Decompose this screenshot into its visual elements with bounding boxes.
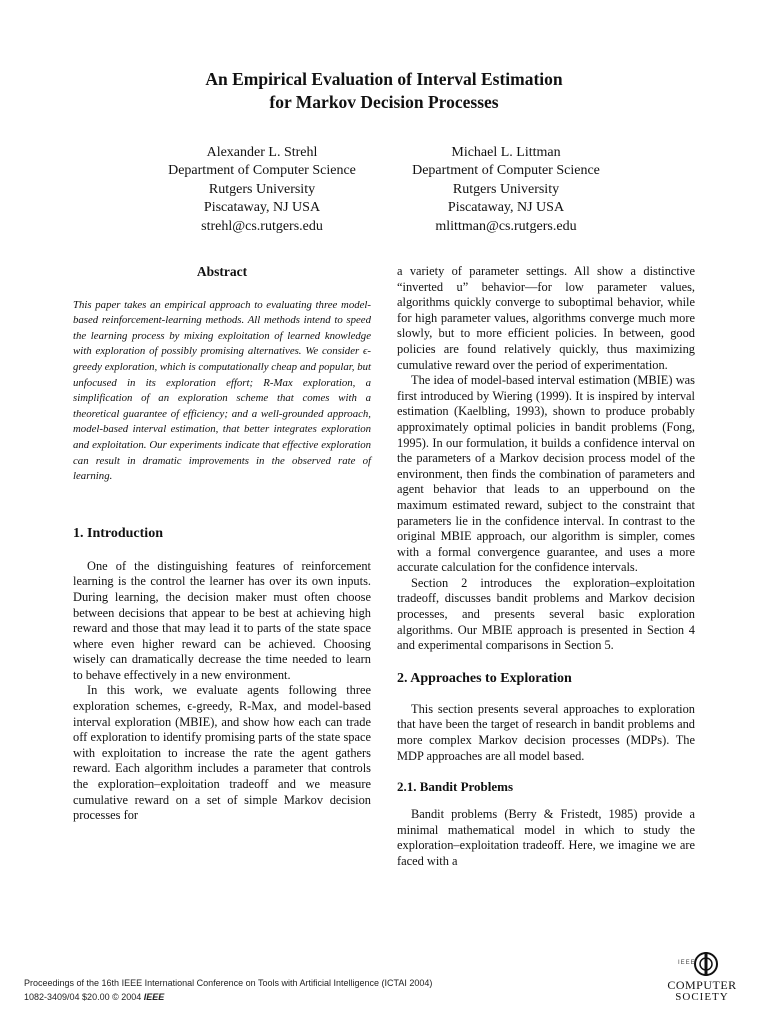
author-block-2 (381, 144, 631, 236)
author-name: Michael L. Littman (451, 145, 561, 160)
author-email: strehl@cs.rutgers.edu (201, 218, 323, 234)
footer-copyright-text: 1082-3409/04 $20.00 © 2004 (24, 992, 142, 1002)
computer-society-emblem-icon (660, 950, 744, 980)
logo-computer: COMPUTER (667, 978, 737, 992)
author-dept: Department of Computer Science (168, 163, 356, 179)
author-email: mlittman@cs.rutgers.edu (435, 218, 577, 234)
right-paragraph-1: a variety of parameter settings. All show a distinctive “inverted u” behavior—for low parameter values, algorithms quickly converge to suboptimal behavior, while for high parameter values, algorithms converge much more slowly, but to more efficient policies. In between, good policies are found relatively quickly, thus maximizing cumulative reward over the period of experimentation. (397, 264, 695, 372)
computer-society-logo (660, 950, 744, 1008)
footer-ieee: IEEE (143, 992, 165, 1002)
author-block-1 (137, 144, 387, 236)
bandit-paragraph: Bandit problems (Berry & Fristedt, 1985) provide a minimal mathematical model in which to study the exploration–exploitation tradeoff. Here, we imagine we are faced with a (397, 807, 695, 868)
approaches-heading: 2. Approaches to Exploration (397, 670, 572, 686)
paper-title (0, 68, 768, 114)
approaches-paragraph: This section presents several approaches to exploration that have been the target of research in bandit problems and more complex Markov decision processes (MDPs). The MDP approaches are all model based. (397, 701, 695, 763)
logo-society: SOCIETY (675, 991, 729, 1003)
intro-paragraph-2: In this work, we evaluate agents following three exploration schemes, ϵ-greedy, R-Max, and model-based interval exploration (MBIE), and show how each can trade off exploration to identify promising parts of the state space with exploitation to increase the rate the agent gathers reward. Each algorithm includes a parameter that controls the exploration–exploitation tradeoff and we measure cumulative reward on a set of simple Markov decision processes for (73, 683, 371, 823)
right-paragraph-2: The idea of model-based interval estimation (MBIE) was first introduced by Wiering (1999). It is inspired by interval estimation (Kaelbling, 1993), shown to produce probably approximately optimal policies in bandit problems (Fong, 1995). In our formulation, it builds a confidence interval on the parameters of a Markov decision process model of the environment, then finds the combination of parameters and agent behavior that leads to an upperbound on the maximum estimated reward, subject to the constraint that parameters lie in the confidence interval. In contrast to the original MBIE approach, our algorithm is simpler, comes with a formal convergence guarantee, and uses a more accurate calculation for the confidence intervals. (397, 373, 695, 575)
right-column (397, 264, 695, 870)
abstract-text: This paper takes an empirical approach to evaluating three model-based reinforcement-learning methods. All methods intend to speed the learning process by mixing exploitation of learned knowledge with exploration of possibly promising alternatives. We consider ϵ-greedy exploration, which is computationally cheap and popular, but unfocused in its exploration effort; R-Max exploration, a simplification of an exploration scheme that comes with a theoretical guarantee of efficiency; and a well-grounded approach, model-based interval estimation, that better integrates exploration and exploitation. Our experiments indicate that effective exploration can result in dramatic improvements in the observed rate of learning. (73, 298, 371, 483)
intro-paragraph-1: One of the distinguishing features of reinforcement learning is the control the learner has over its own inputs. During learning, the decision maker must often choose between decisions that appear to be best at achieving high reward and those that may lead it to parts of the state space where even higher reward can be achieved. Choosing wisely can dramatically decrease the time needed to learn to behave effectively in a new environment. (73, 558, 371, 682)
footer (24, 976, 432, 1004)
author-univ: Rutgers University (452, 181, 560, 197)
abstract-heading: Abstract (196, 264, 248, 279)
introduction-heading: 1. Introduction (73, 525, 163, 541)
right-paragraph-3: Section 2 introduces the exploration–exploitation tradeoff, discusses bandit problems and Markov decision processes, and presents several basic exploration algorithms. Our MBIE approach is presented in Section 4 and experimental comparisons in Section 5. (397, 575, 695, 653)
author-name: Alexander L. Strehl (206, 145, 318, 160)
logo-ieee-label: IEEE (678, 960, 696, 966)
title-line-1: An Empirical Evaluation of Interval Estimation (205, 69, 563, 89)
title-line-2: for Markov Decision Processes (269, 92, 499, 112)
footer-copyright (24, 990, 432, 1004)
author-location: Piscataway, NJ USA (447, 200, 565, 216)
bandit-heading: 2.1. Bandit Problems (397, 779, 514, 795)
author-location: Piscataway, NJ USA (203, 200, 321, 216)
author-univ: Rutgers University (208, 181, 316, 197)
author-dept: Department of Computer Science (412, 163, 600, 179)
footer-proceedings: Proceedings of the 16th IEEE International Conference on Tools with Artificial Intelligence (ICTAI 2004) (24, 978, 433, 988)
left-column (73, 264, 371, 824)
